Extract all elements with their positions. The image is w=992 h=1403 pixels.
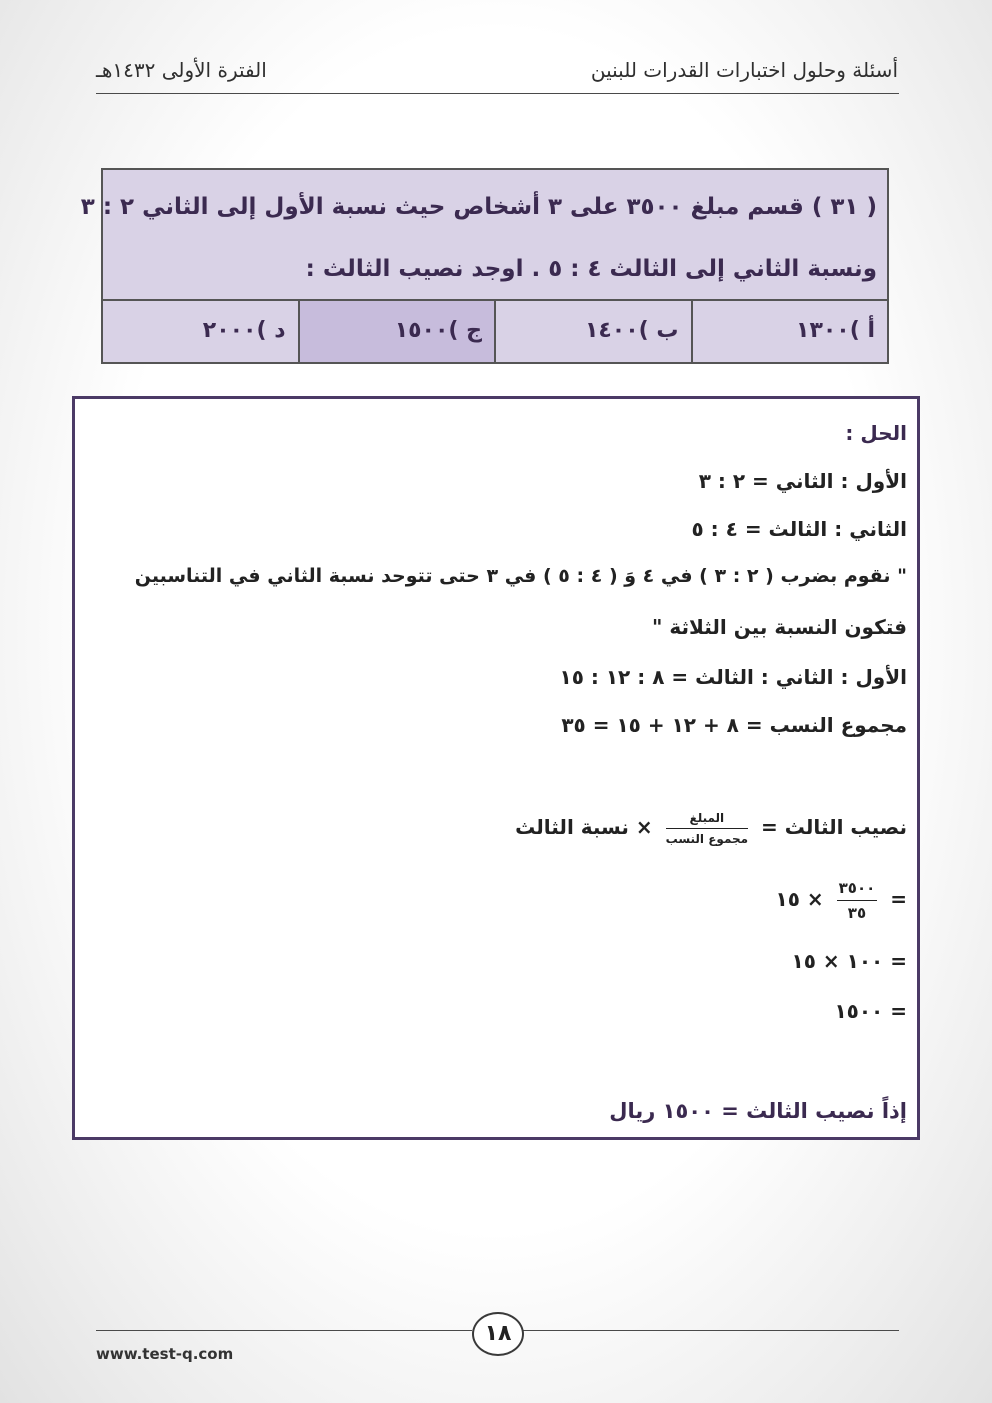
question-line-1-text: قسم مبلغ ٣٥٠٠ على ٣ أشخاص حيث نسبة الأول إلى الثاني ٢ : ٣ — [80, 194, 804, 220]
question-box — [80, 168, 889, 364]
question-text — [80, 176, 877, 300]
option-c[interactable] — [298, 301, 495, 362]
formula-fraction — [666, 811, 748, 846]
step-1-fraction — [837, 879, 878, 922]
solution-line-1: الأول : الثاني = ٢ : ٣ — [698, 469, 907, 493]
step-1-eq: = — [890, 887, 907, 911]
footer-divider-left — [96, 1330, 472, 1331]
step-1-rhs: × ١٥ — [775, 887, 824, 911]
header-book-title: أسئلة وحلول اختبارات القدرات للبنين — [590, 58, 898, 82]
formula-lhs: نصيب الثالث = — [761, 815, 907, 839]
option-d-letter: د ) — [256, 318, 286, 343]
step-2: = ١٠٠ × ١٥ — [791, 949, 907, 973]
footer-divider-right — [520, 1330, 899, 1331]
formula-rhs: × نسبة الثالث — [515, 815, 653, 839]
option-d[interactable] — [103, 301, 298, 362]
conclusion: إذاً نصيب الثالث = ١٥٠٠ ريال — [609, 1099, 907, 1123]
question-line-1 — [80, 176, 877, 238]
option-b[interactable] — [494, 301, 691, 362]
formula-numerator: المبلغ — [666, 811, 748, 829]
step-1 — [776, 879, 907, 922]
solution-heading: الحل : — [845, 421, 907, 445]
header-period: الفترة الأولى ١٤٣٢هـ — [96, 58, 267, 82]
option-b-value: ١٤٠٠ — [584, 318, 639, 343]
option-b-letter: ب ) — [638, 318, 679, 343]
step-1-denominator: ٣٥ — [847, 904, 867, 922]
answer-options — [103, 301, 887, 362]
footer-url[interactable]: www.test-q.com — [96, 1345, 234, 1363]
page-number: ١٨ — [472, 1312, 524, 1356]
question-number: ( ٣١ ) — [811, 194, 877, 220]
solution-line-5: الأول : الثاني : الثالث = ٨ : ١٢ : ١٥ — [559, 665, 907, 689]
formula-line — [515, 811, 907, 846]
formula-denominator: مجموع النسب — [665, 832, 749, 846]
step-1-numerator: ٣٥٠٠ — [837, 879, 878, 901]
solution-line-6: مجموع النسب = ٨ + ١٢ + ١٥ = ٣٥ — [561, 713, 907, 737]
step-3: = ١٥٠٠ — [834, 999, 907, 1023]
option-c-value: ١٥٠٠ — [394, 318, 449, 343]
solution-line-2: الثاني : الثالث = ٤ : ٥ — [691, 517, 907, 541]
option-c-letter: ج ) — [448, 318, 482, 343]
option-a-letter: أ ) — [849, 318, 875, 343]
option-a-value: ١٣٠٠ — [796, 318, 850, 343]
header-divider — [96, 93, 899, 94]
option-d-value: ٢٠٠٠ — [202, 318, 257, 343]
solution-box — [72, 396, 920, 1140]
option-a[interactable] — [691, 301, 888, 362]
question-line-2: ونسبة الثاني إلى الثالث ٤ : ٥ . اوجد نصيب الثالث : — [305, 256, 877, 282]
solution-line-3: " نقوم بضرب ( ٢ : ٣ ) في ٤ وَ ( ٤ : ٥ ) في ٣ حتى تتوحد نسبة الثاني في التناسبين — [134, 565, 907, 587]
solution-line-4: فتكون النسبة بين الثلاثة " — [652, 615, 907, 639]
